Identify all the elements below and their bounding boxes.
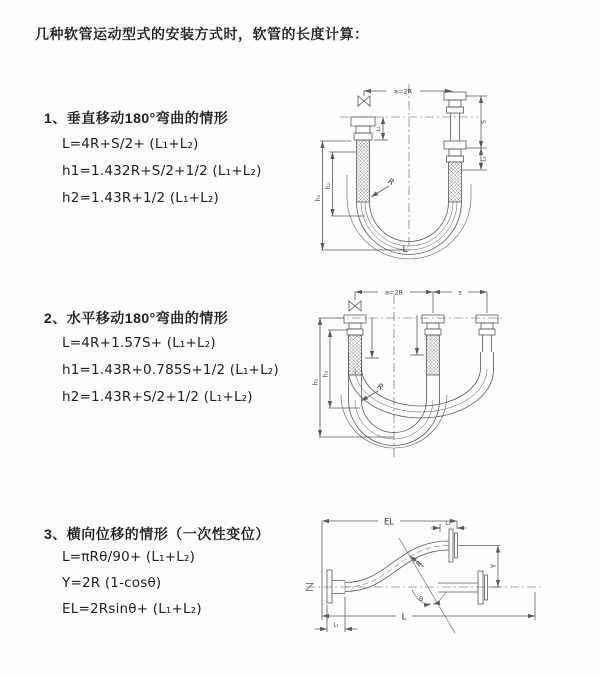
radius-label: R <box>375 381 385 393</box>
dimension-l <box>322 592 535 623</box>
diagram-vertical-180-bend <box>315 70 520 260</box>
dim-h2-label: h₂ <box>322 370 330 378</box>
section-2-formula-L: L=4R+1.57S+ (L₁+L₂) <box>62 335 216 351</box>
right-pipe-stub <box>483 335 492 352</box>
dimension-l1 <box>315 597 357 632</box>
dimension-l2 <box>431 521 466 532</box>
dim-l1-label: L₁ <box>333 622 339 629</box>
hose-u-wide <box>349 352 494 418</box>
middle-hose-braid <box>427 335 440 375</box>
section-3-formula-L: L=πRθ/90+ (L₁+L₂) <box>62 549 196 565</box>
dimension-a2r <box>364 88 452 97</box>
section-1-formula-h1: h1=1.432R+S/2+1/2 (L₁+L₂) <box>62 163 262 179</box>
dimension-l2 <box>481 148 488 170</box>
dim-y-label: Y <box>489 563 498 569</box>
dim-l-label: L <box>401 612 407 623</box>
section-1-formula-h2: h2=1.43R+1/2 (L₁+L₂) <box>62 190 219 206</box>
radius-label: R <box>386 176 396 188</box>
valve-icon <box>358 96 370 106</box>
section-3-formula-Y: Y=2R (1-cosθ) <box>62 575 162 591</box>
dim-s-label: S <box>480 120 488 124</box>
section-1-formula-L: L=4R+S/2+ (L₁+L₂) <box>62 136 199 152</box>
dim-h1-label: h₁ <box>315 194 322 202</box>
angle-theta-label: θ <box>419 595 423 603</box>
dim-a2r-label: a=2R <box>393 87 413 96</box>
dim-a2r-label: a=2R <box>384 288 404 297</box>
length-label: L <box>402 245 408 255</box>
dimension-l1 <box>374 117 388 140</box>
dim-l1-label: L₁ <box>376 126 382 132</box>
diagram-lateral-displacement <box>300 505 545 650</box>
left-hose-braid <box>357 140 370 202</box>
diagram-horizontal-180-bend <box>313 283 528 463</box>
section-3-formula-EL: EL=2Rsinθ+ (L₁+L₂) <box>62 601 202 617</box>
section-1-heading: 1、垂直移动180°弯曲的情形 <box>44 110 229 126</box>
lower-flange <box>438 571 488 604</box>
radius-label: R <box>414 559 425 569</box>
left-pipe-fitting <box>351 117 375 140</box>
right-pipe-fitting <box>444 92 466 162</box>
dimension-s <box>433 289 487 314</box>
upper-flange <box>449 529 458 562</box>
dim-h1-label: h₁ <box>312 378 320 386</box>
right-hose-braid <box>449 162 462 202</box>
left-flange <box>327 570 345 603</box>
dimension-el <box>322 518 457 621</box>
dim-s-label: s <box>458 288 462 297</box>
page-title: 几种软管运动型式的安装方式时，软管的长度计算： <box>35 26 369 42</box>
section-2-formula-h1: h1=1.43R+0.785S+1/2 (L₁+L₂) <box>62 362 279 378</box>
dimension-y <box>458 546 500 588</box>
hose-s-curve <box>345 541 449 592</box>
section-3-heading: 3、横向位移的情形（一次性变位） <box>44 526 270 542</box>
section-2-formula-h2: h2=1.43R+S/2+1/2 (L₁+L₂) <box>62 389 253 405</box>
dim-l2-label: L₂ <box>445 521 451 527</box>
valve-icon <box>349 301 361 311</box>
dimension-end-left <box>365 318 379 358</box>
dim-el-label: EL <box>383 517 395 528</box>
section-2-heading: 2、水平移动180°弯曲的情形 <box>44 310 229 326</box>
dim-l2-label: L₂ <box>481 156 488 162</box>
radius-callout <box>371 177 396 197</box>
angle-construction <box>399 538 455 633</box>
dim-h2-label: h₂ <box>325 182 332 190</box>
